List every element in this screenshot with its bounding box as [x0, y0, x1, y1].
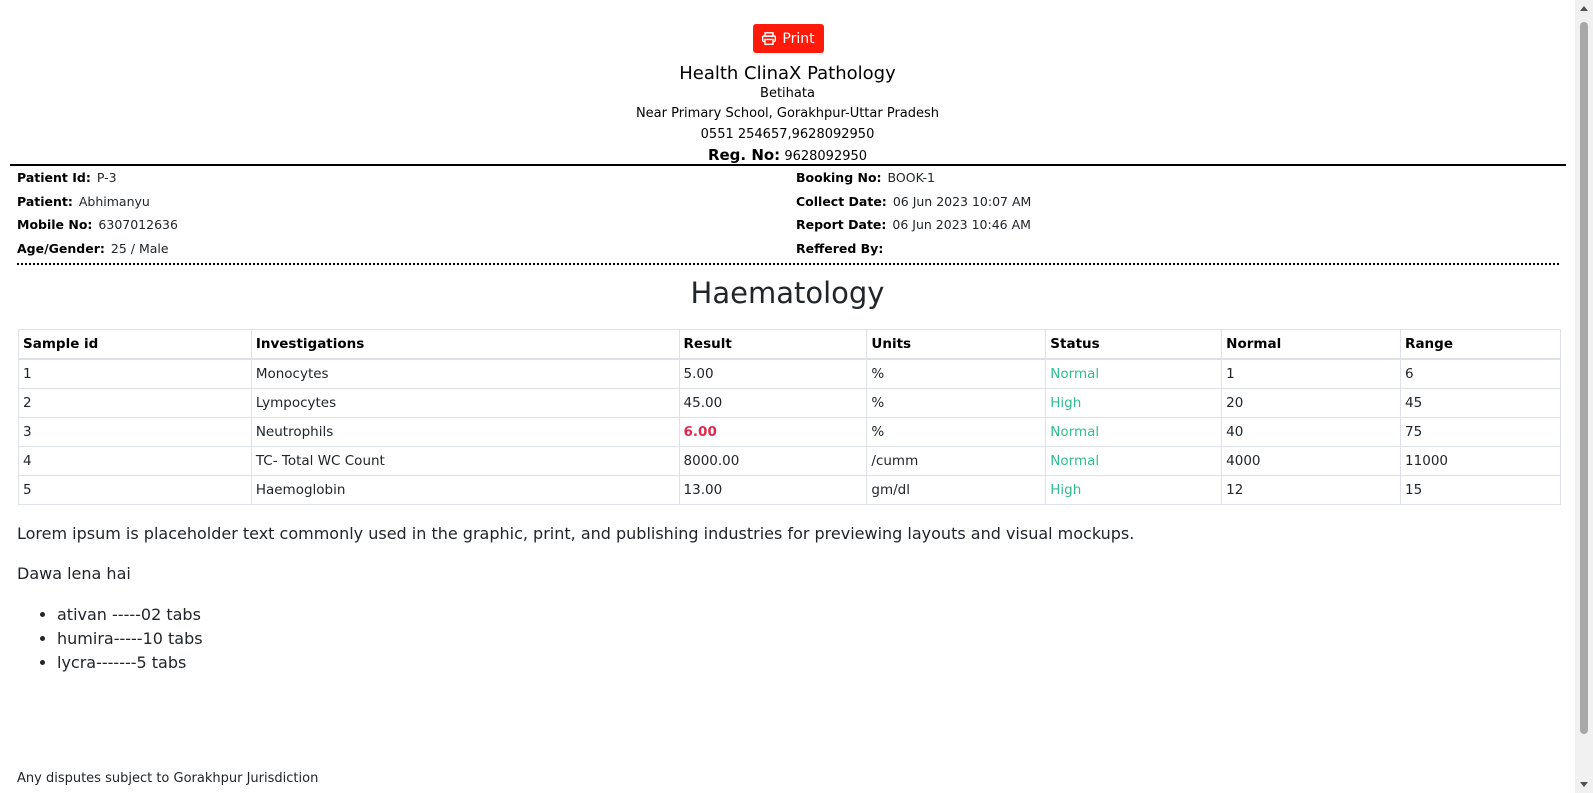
table-row [19, 476, 1561, 505]
cell-investigation: Monocytes [251, 359, 679, 389]
age-gender-label: Age/Gender: [17, 241, 105, 256]
cell-status: High [1046, 476, 1222, 505]
header-divider [10, 164, 1566, 166]
report-date-row [796, 217, 1031, 232]
col-investigations: Investigations [251, 330, 679, 360]
col-units: Units [867, 330, 1046, 360]
cell-normal: 1 [1222, 359, 1401, 389]
cell-range: 75 [1401, 418, 1561, 447]
cell-range: 45 [1401, 389, 1561, 418]
cell-result: 8000.00 [679, 447, 867, 476]
cell-investigation: Neutrophils [251, 418, 679, 447]
cell-sample-id: 1 [19, 359, 252, 389]
cell-status: High [1046, 389, 1222, 418]
mobile-row [17, 217, 178, 232]
section-title: Haematology [690, 276, 885, 310]
referred-by-row [796, 241, 889, 256]
col-result: Result [679, 330, 867, 360]
scroll-up-icon[interactable] [1580, 6, 1588, 11]
table-row [19, 359, 1561, 389]
cell-normal: 12 [1222, 476, 1401, 505]
mobile-value: 6307012636 [98, 217, 178, 232]
cell-units: % [867, 418, 1046, 447]
patient-id-value: P-3 [96, 170, 117, 185]
lab-registration [0, 146, 1575, 164]
col-sample-id: Sample id [19, 330, 252, 360]
report-date-value: 06 Jun 2023 10:46 AM [892, 217, 1031, 232]
cell-investigation: Lympocytes [251, 389, 679, 418]
footer-jurisdiction: Any disputes subject to Gorakhpur Jurisdiction [17, 771, 319, 786]
age-gender-value: 25 / Male [110, 241, 169, 256]
cell-status: Normal [1046, 447, 1222, 476]
cell-sample-id: 5 [19, 476, 252, 505]
patient-name-label: Patient: [17, 194, 73, 209]
cell-units: % [867, 389, 1046, 418]
print-button[interactable] [753, 24, 824, 53]
cell-range: 15 [1401, 476, 1561, 505]
cell-investigation: Haemoglobin [251, 476, 679, 505]
collect-date-value: 06 Jun 2023 10:07 AM [892, 194, 1032, 209]
reg-value: 9628092950 [784, 149, 868, 164]
scrollbar-thumb[interactable] [1580, 22, 1588, 734]
cell-status: Normal [1046, 418, 1222, 447]
cell-sample-id: 2 [19, 389, 252, 418]
lab-locality: Betihata [760, 86, 815, 101]
referred-by-label: Reffered By: [796, 241, 884, 256]
printer-icon [762, 32, 776, 45]
cell-range: 6 [1401, 359, 1561, 389]
mobile-label: Mobile No: [17, 217, 93, 232]
scroll-down-icon[interactable] [1580, 782, 1588, 787]
booking-row [796, 170, 935, 185]
lab-phones: 0551 254657,9628092950 [700, 127, 875, 142]
list-item: • lycra-------5 tabs [57, 651, 203, 675]
cell-normal: 20 [1222, 389, 1401, 418]
patient-name-value: Abhimanyu [78, 194, 150, 209]
cell-result: 13.00 [679, 476, 867, 505]
lab-address: Near Primary School, Gorakhpur-Uttar Pradesh [635, 106, 940, 121]
cell-investigation: TC- Total WC Count [251, 447, 679, 476]
cell-result: 45.00 [679, 389, 867, 418]
cell-sample-id: 4 [19, 447, 252, 476]
collect-date-label: Collect Date: [796, 194, 887, 209]
cell-result: 5.00 [679, 359, 867, 389]
vertical-scrollbar[interactable] [1575, 0, 1593, 793]
cell-normal: 40 [1222, 418, 1401, 447]
list-item: • ativan -----02 tabs [57, 603, 203, 627]
cell-normal: 4000 [1222, 447, 1401, 476]
collect-date-row [796, 194, 1031, 209]
patient-name-row [17, 194, 150, 209]
patient-id-label: Patient Id: [17, 170, 91, 185]
notes-paragraph: Lorem ipsum is placeholder text commonly used in the graphic, print, and publishing industries for previewing layouts and visual mockups. [17, 524, 1135, 543]
info-divider [17, 263, 1559, 265]
print-button-label: Print [782, 30, 815, 47]
booking-value: BOOK-1 [887, 170, 935, 185]
cell-range: 11000 [1401, 447, 1561, 476]
cell-units: /cumm [867, 447, 1046, 476]
lab-name: Health ClinaX Pathology [679, 63, 896, 84]
table-header-row [19, 330, 1561, 360]
cell-result-flagged: 6.00 [679, 418, 867, 447]
col-range: Range [1401, 330, 1561, 360]
table-row [19, 389, 1561, 418]
cell-sample-id: 3 [19, 418, 252, 447]
col-status: Status [1046, 330, 1222, 360]
cell-units: % [867, 359, 1046, 389]
prescription-heading: Dawa lena hai [17, 564, 131, 583]
cell-status: Normal [1046, 359, 1222, 389]
report-date-label: Report Date: [796, 217, 887, 232]
patient-id-row [17, 170, 117, 185]
list-item: • humira-----10 tabs [57, 627, 203, 651]
age-gender-row [17, 241, 169, 256]
reg-label: Reg. No: [707, 146, 781, 164]
results-table [18, 329, 1561, 505]
medication-list [17, 603, 203, 675]
table-row [19, 418, 1561, 447]
cell-units: gm/dl [867, 476, 1046, 505]
col-normal: Normal [1222, 330, 1401, 360]
booking-label: Booking No: [796, 170, 882, 185]
table-row [19, 447, 1561, 476]
